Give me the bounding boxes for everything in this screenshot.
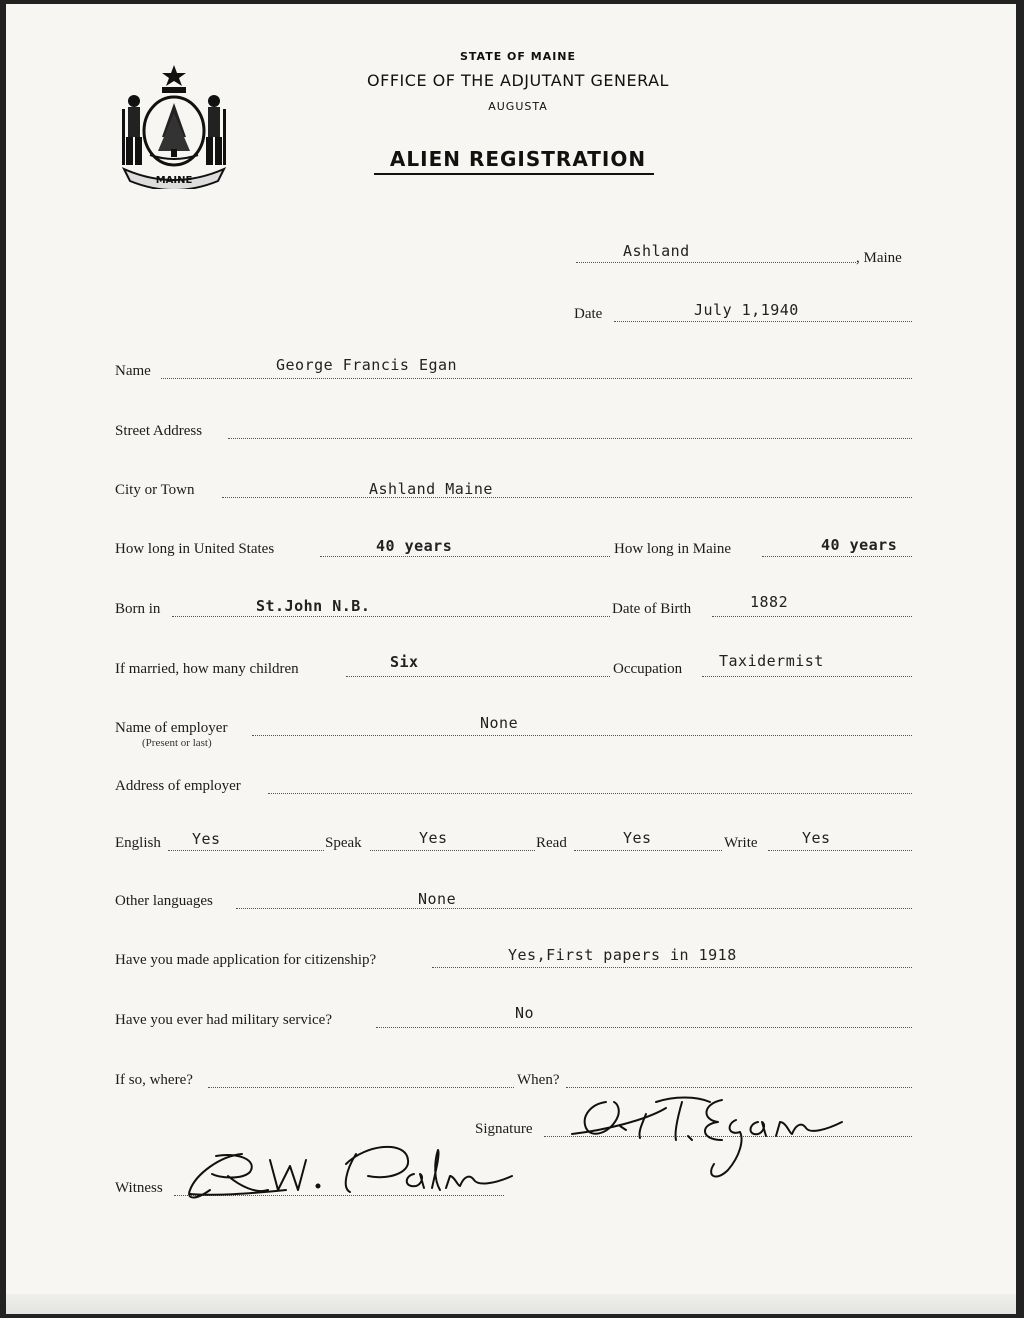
occupation-dotted-line — [702, 675, 912, 677]
city-or-town-dotted-line — [222, 496, 912, 498]
write-dotted-line — [768, 849, 912, 851]
where-label: If so, where? — [115, 1072, 193, 1088]
form-title: ALIEN REGISTRATION — [389, 147, 647, 171]
witness-signature — [189, 1147, 512, 1198]
signature-dotted-line — [544, 1135, 912, 1137]
employer-address-dotted-line — [268, 792, 912, 794]
state-heading: STATE OF MAINE — [459, 50, 577, 63]
place-dotted-line — [576, 261, 856, 263]
employer-address-label: Address of employer — [115, 778, 241, 794]
name-value: George Francis Egan — [276, 356, 458, 374]
how-long-us-value: 40 years — [376, 537, 453, 555]
when-dotted-line — [566, 1086, 912, 1088]
english-value: Yes — [192, 830, 221, 848]
when-label: When? — [517, 1072, 560, 1088]
english-dotted-line — [168, 849, 324, 851]
read-dotted-line — [574, 849, 722, 851]
how-long-maine-label: How long in Maine — [614, 541, 732, 557]
occupation-value: Taxidermist — [719, 652, 824, 670]
born-in-label: Born in — [115, 601, 161, 617]
maine-state-seal-icon — [114, 59, 234, 189]
applicant-signature — [572, 1098, 842, 1177]
military-dotted-line — [376, 1026, 912, 1028]
signature-label: Signature — [475, 1121, 533, 1137]
citizenship-label: Have you made application for citizenship? — [115, 952, 377, 968]
title-underline — [374, 173, 654, 175]
name-label: Name — [115, 363, 151, 379]
how-long-us-dotted-line — [320, 555, 610, 557]
born-in-dotted-line — [172, 615, 610, 617]
city-or-town-label: City or Town — [115, 482, 195, 498]
write-label: Write — [724, 835, 758, 851]
date-of-birth-dotted-line — [712, 615, 912, 617]
seal-banner-text: MAINE — [155, 175, 193, 186]
children-label: If married, how many children — [115, 661, 299, 677]
date-dotted-line — [614, 320, 912, 322]
citizenship-dotted-line — [432, 966, 912, 968]
employer-name-dotted-line — [252, 734, 912, 736]
name-dotted-line — [161, 377, 912, 379]
speak-value: Yes — [419, 829, 448, 847]
english-label: English — [115, 835, 161, 851]
children-dotted-line — [346, 675, 610, 677]
children-value: Six — [390, 653, 419, 671]
employer-name-value: None — [480, 714, 519, 732]
how-long-maine-value: 40 years — [821, 536, 898, 554]
witness-dotted-line — [174, 1194, 504, 1196]
other-languages-value: None — [418, 890, 457, 908]
employer-name-sublabel: (Present or last) — [142, 737, 212, 749]
occupation-label: Occupation — [613, 661, 683, 677]
street-address-label: Street Address — [115, 423, 203, 439]
born-in-value: St.John N.B. — [256, 597, 371, 615]
place-suffix: , Maine — [856, 250, 902, 266]
other-languages-dotted-line — [236, 907, 912, 909]
scan-bottom-margin — [6, 1294, 1024, 1318]
date-value: July 1,1940 — [694, 301, 799, 319]
city-or-town-value: Ashland Maine — [369, 480, 493, 498]
how-long-us-label: How long in United States — [115, 541, 275, 557]
witness-label: Witness — [115, 1180, 163, 1196]
place-value: Ashland — [623, 242, 690, 260]
employer-name-label: Name of employer — [115, 720, 228, 736]
citizenship-value: Yes,First papers in 1918 — [508, 946, 737, 964]
office-heading: OFFICE OF THE ADJUTANT GENERAL — [367, 71, 669, 90]
read-label: Read — [536, 835, 567, 851]
military-value: No — [515, 1004, 535, 1022]
how-long-maine-dotted-line — [762, 555, 912, 557]
date-of-birth-value: 1882 — [750, 593, 789, 611]
street-address-dotted-line — [228, 437, 912, 439]
speak-dotted-line — [370, 849, 535, 851]
city-heading: AUGUSTA — [488, 100, 548, 113]
other-languages-label: Other languages — [115, 893, 213, 909]
write-value: Yes — [802, 829, 831, 847]
where-dotted-line — [208, 1086, 514, 1088]
date-of-birth-label: Date of Birth — [612, 601, 692, 617]
speak-label: Speak — [325, 835, 362, 851]
date-label: Date — [574, 306, 603, 322]
read-value: Yes — [623, 829, 652, 847]
military-label: Have you ever had military service? — [115, 1012, 332, 1028]
